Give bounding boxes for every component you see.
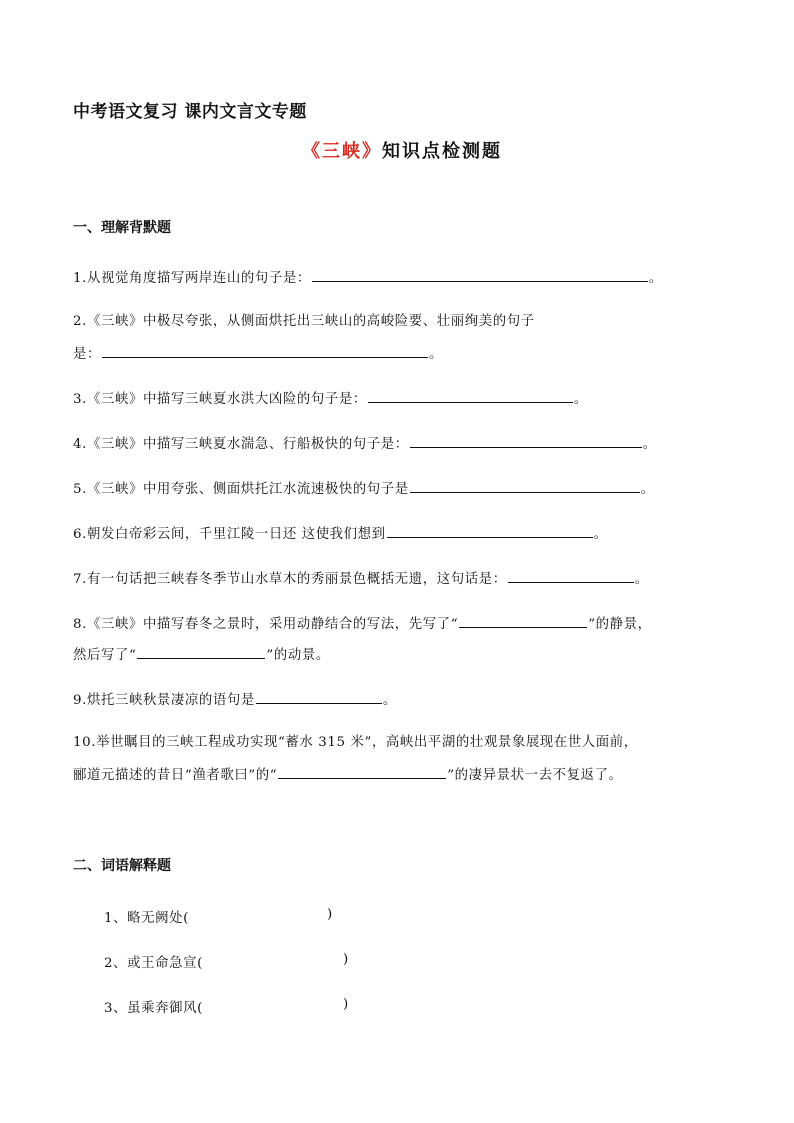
question-10-line2: 郦道元描述的昔日“渔者歌曰”的“ ”的凄异景状一去不复返了。 [73, 764, 623, 786]
answer-blank[interactable] [137, 644, 265, 659]
answer-blank[interactable] [508, 568, 634, 583]
document-header: 中考语文复习 课内文言文专题 [73, 102, 307, 122]
question-3: 3.《三峡》中描写三峡夏水洪大凶险的句子是： 。 [73, 388, 588, 410]
question-7: 7.有一句话把三峡春冬季节山水草木的秀丽景色概括无遗，这句话是： 。 [73, 568, 649, 590]
question-8: 8.《三峡》中描写春冬之景时，采用动静结合的写法，先写了“ ”的静景， [73, 613, 652, 635]
answer-blank[interactable] [368, 388, 573, 403]
term-item-2: 2、或王命急宣( [104, 956, 203, 971]
answer-blank[interactable] [278, 764, 446, 779]
question-2: 2.《三峡》中极尽夸张，从侧面烘托出三峡山的高峻险要、壮丽绚美的句子 [73, 314, 535, 329]
question-4: 4.《三峡》中描写三峡夏水湍急、行船极快的句子是： 。 [73, 433, 657, 455]
answer-blank[interactable] [410, 478, 640, 493]
question-8-line2: 然后写了“ ”的动景。 [73, 644, 330, 666]
answer-blank[interactable] [256, 689, 382, 704]
question-9: 9.烘托三峡秋景凄凉的语句是 。 [73, 689, 397, 711]
term-paren-close: ) [343, 952, 349, 967]
title-red-part: 《三峡》 [302, 141, 382, 162]
question-2-line2: 是： 。 [73, 343, 443, 365]
term-paren-close: ) [343, 997, 349, 1012]
question-6: 6.朝发白帝彩云间，千里江陵一日还 这使我们想到 。 [73, 523, 608, 545]
question-5: 5.《三峡》中用夸张、侧面烘托江水流速极快的句子是 。 [73, 478, 655, 500]
answer-blank[interactable] [312, 267, 648, 282]
answer-blank[interactable] [102, 343, 428, 358]
term-paren-close: ) [327, 907, 333, 922]
term-item-3: 3、虽乘奔御风( [104, 1001, 203, 1016]
question-10: 10.举世瞩目的三峡工程成功实现“蓄水 315 米”，高峡出平湖的壮观景象展现在世人面前， [73, 735, 638, 750]
question-1: 1.从视觉角度描写两岸连山的句子是： 。 [73, 267, 663, 289]
answer-blank[interactable] [387, 523, 593, 538]
title-rest: 知识点检测题 [382, 141, 502, 162]
section-heading-1: 一、理解背默题 [73, 220, 171, 236]
section-heading-2: 二、词语解释题 [73, 858, 171, 874]
answer-blank[interactable] [459, 613, 587, 628]
document-title [302, 137, 502, 163]
term-item-1: 1、略无阙处( [104, 911, 189, 926]
answer-blank[interactable] [410, 433, 642, 448]
